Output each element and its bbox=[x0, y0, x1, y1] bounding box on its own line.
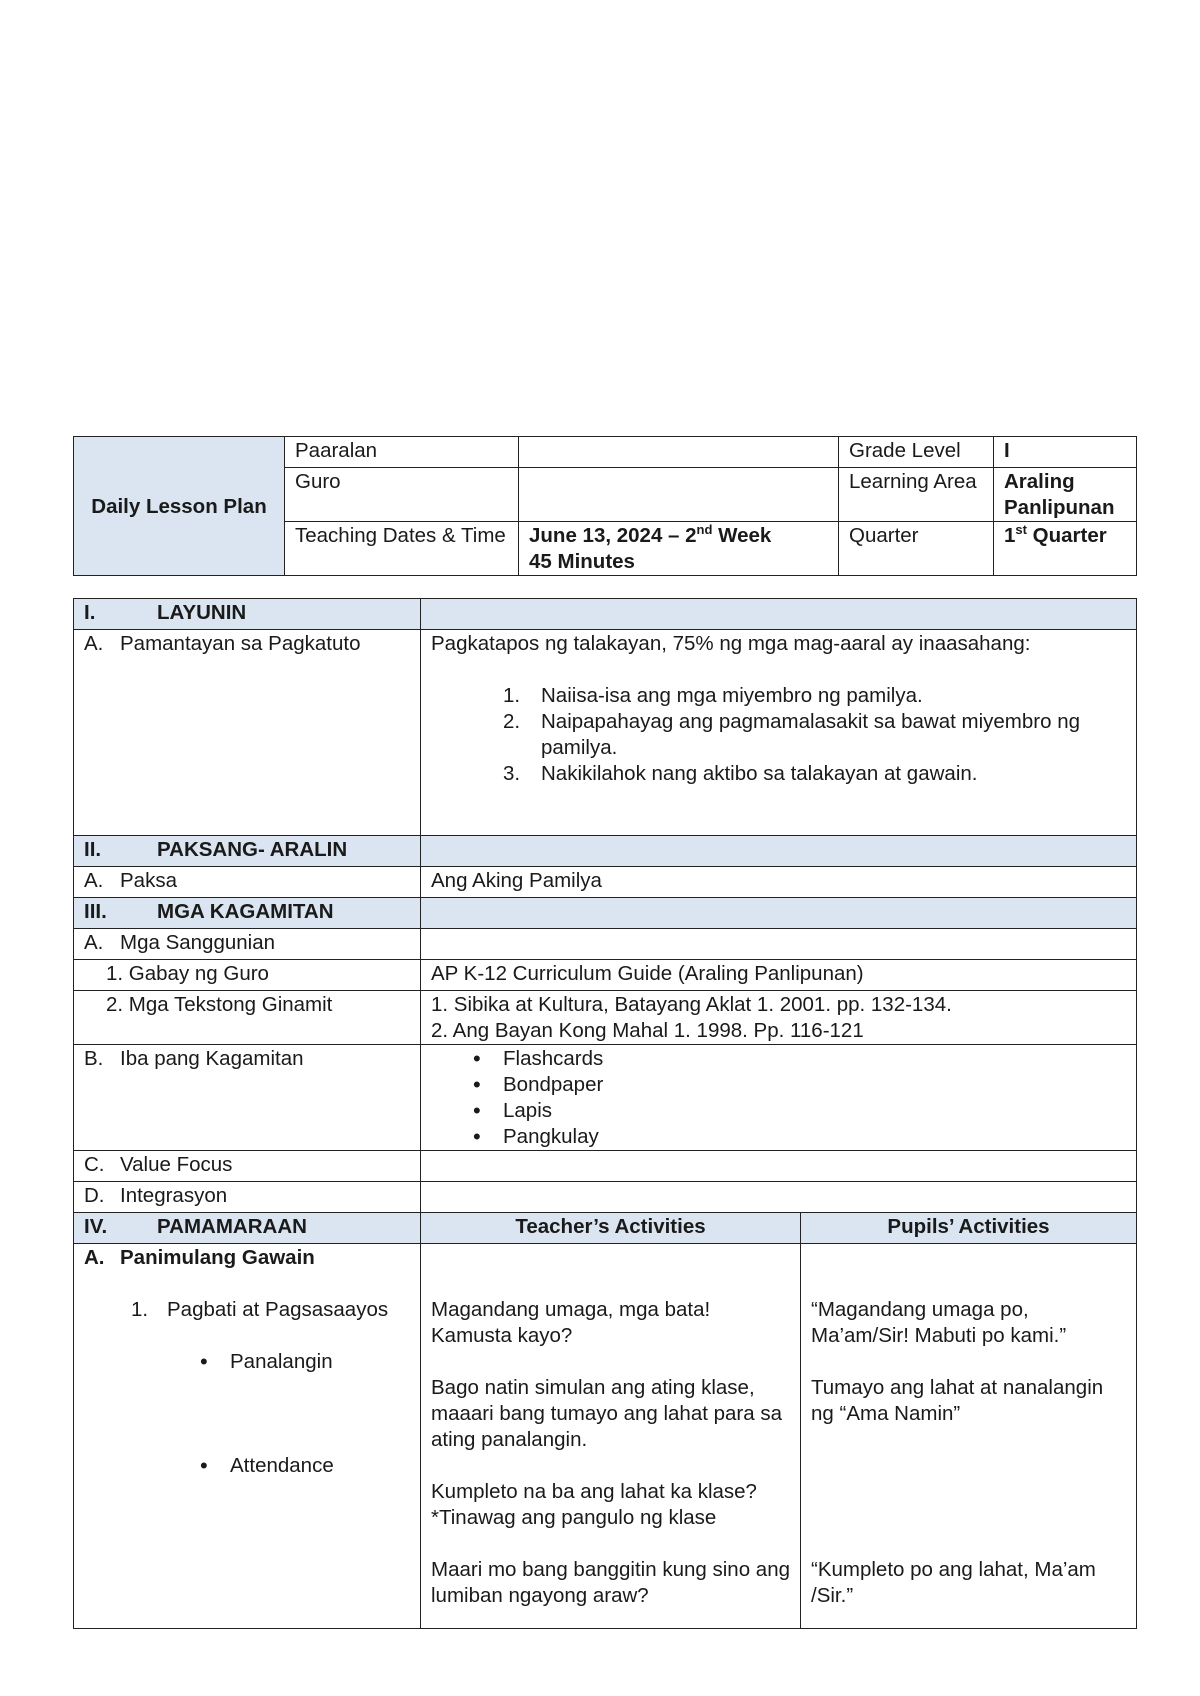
row-letter: A. bbox=[84, 931, 104, 954]
list-item: 1. Naiisa-isa ang mga miyembro ng pamilya. bbox=[503, 684, 923, 707]
tekstong-row bbox=[74, 991, 1137, 1045]
value-grade-level: I bbox=[994, 437, 1137, 468]
row-label: 2. Mga Tekstong Ginamit bbox=[74, 991, 421, 1045]
main-table bbox=[73, 598, 1137, 1629]
objectives-intro: Pagkatapos ng talakayan, 75% ng mga mag-aaral ay inaasahang: bbox=[431, 632, 1031, 655]
section-title: PAKSANG- ARALIN bbox=[157, 838, 348, 861]
section-number: III. bbox=[84, 900, 107, 923]
gabay-value: AP K-12 Curriculum Guide (Araling Panlipunan) bbox=[421, 960, 1137, 991]
section-title: PAMAMARAAN bbox=[157, 1215, 307, 1238]
section-title: MGA KAGAMITAN bbox=[157, 900, 334, 923]
section-number: IV. bbox=[84, 1215, 108, 1238]
step-label: Pagbati at Pagsasaayos bbox=[167, 1298, 389, 1321]
step-label: Panalangin bbox=[230, 1350, 333, 1373]
row-label: Integrasyon bbox=[120, 1184, 228, 1207]
integrasyon-row bbox=[74, 1182, 1137, 1213]
row-label: Paksa bbox=[120, 869, 177, 892]
panimulang-gawain-row: A. Panimulang Gawain 1. Pagbati at Pagsasaayos • Panalangin • Attendance Magandang umaga, mga bata! Kamusta kayo? Bago natin simulan ang ating klase, maaari bang tumayo ang lahat para sa ating panalangin. Kumpleto na ba ang lahat ka klase? *Tinawag ang pangulo ng klase Maari mo bang banggitin kung sino ang lumiban ngayong araw? “Magandang umaga po, Ma’am/Sir! Mabuti po kami.” Tumayo ang lahat at nanalangin ng “Ama Namin” “Kumpleto po ang lahat, Ma’am /Sir.” bbox=[74, 1244, 1137, 1629]
section-paksang-aralin-row bbox=[74, 836, 1137, 867]
list-item: 3. Nakikilahok nang aktibo sa talakayan at gawain. bbox=[503, 762, 978, 785]
row-letter: A. bbox=[84, 869, 104, 892]
list-item: • Bondpaper bbox=[431, 1072, 1126, 1098]
list-item: 2. Naipapahayag ang pagmamalasakit sa bawat miyembro ng pamilya. bbox=[503, 710, 1081, 759]
teacher-greeting: Magandang umaga, mga bata! Kamusta kayo? bbox=[431, 1298, 711, 1347]
teacher-attendance: Kumpleto na ba ang lahat ka klase? bbox=[431, 1480, 757, 1503]
pupil-greeting: “Magandang umaga po, Ma’am/Sir! Mabuti po kami.” bbox=[811, 1298, 1067, 1347]
teacher-absent-question: Maari mo bang banggitin kung sino ang lumiban ngayong araw? bbox=[431, 1558, 790, 1607]
reference-line: 2. Ang Bayan Kong Mahal 1. 1998. Pp. 116-121 bbox=[431, 1019, 864, 1042]
row-letter: B. bbox=[84, 1047, 104, 1070]
teacher-activities-header: Teacher’s Activities bbox=[421, 1213, 801, 1244]
header-table bbox=[73, 436, 1137, 576]
quarter-sup: st bbox=[1015, 522, 1027, 538]
section-kagamitan-row bbox=[74, 898, 1137, 929]
teacher-prayer: Bago natin simulan ang ating klase, maaari bang tumayo ang lahat para sa ating panalangin. bbox=[431, 1376, 783, 1451]
row-label: Panimulang Gawain bbox=[120, 1246, 315, 1269]
section-pamamaraan-row bbox=[74, 1213, 1137, 1244]
sanggunian-row bbox=[74, 929, 1137, 960]
paksa-value: Ang Aking Pamilya bbox=[421, 867, 1137, 898]
row-label: 1. Gabay ng Guro bbox=[74, 960, 421, 991]
section-number: I. bbox=[84, 601, 96, 624]
label-teaching-dates: Teaching Dates & Time bbox=[285, 522, 519, 576]
row-label: Pamantayan sa Pagkatuto bbox=[120, 632, 361, 655]
objectives-list bbox=[431, 683, 1126, 787]
pupils-activities-header: Pupils’ Activities bbox=[801, 1213, 1137, 1244]
row-letter: D. bbox=[84, 1184, 105, 1207]
row-label: Value Focus bbox=[120, 1153, 233, 1176]
pamantayan-row bbox=[74, 630, 1137, 836]
teacher-attendance-note: *Tinawag ang pangulo ng klase bbox=[431, 1506, 717, 1529]
label-learning-area: Learning Area bbox=[839, 468, 994, 522]
value-focus-row bbox=[74, 1151, 1137, 1182]
gabay-row bbox=[74, 960, 1137, 991]
section-layunin-row bbox=[74, 599, 1137, 630]
value-learning-area: Araling Panlipunan bbox=[994, 468, 1137, 522]
value-quarter bbox=[994, 522, 1137, 576]
iba-pang-kagamitan-row bbox=[74, 1045, 1137, 1151]
list-item: • Pangkulay bbox=[431, 1124, 1126, 1150]
daily-lesson-plan-title: Daily Lesson Plan bbox=[74, 437, 285, 576]
date-text: June 13, 2024 – 2 bbox=[529, 524, 697, 547]
quarter-text: Quarter bbox=[1026, 524, 1107, 547]
materials-list bbox=[431, 1046, 1126, 1150]
date-sup: nd bbox=[696, 522, 713, 538]
paksa-row bbox=[74, 867, 1137, 898]
time-text: 45 Minutes bbox=[529, 550, 635, 573]
step-number: 1. bbox=[131, 1298, 149, 1321]
row-letter: A. bbox=[84, 1246, 105, 1269]
label-grade-level: Grade Level bbox=[839, 437, 994, 468]
label-guro: Guro bbox=[285, 468, 519, 522]
row-letter: C. bbox=[84, 1153, 105, 1176]
section-title: LAYUNIN bbox=[157, 601, 247, 624]
value-teaching-dates bbox=[519, 522, 839, 576]
label-quarter: Quarter bbox=[839, 522, 994, 576]
row-letter: A. bbox=[84, 632, 104, 655]
value-guro bbox=[519, 468, 839, 522]
row-label: Iba pang Kagamitan bbox=[120, 1047, 304, 1070]
value-paaralan bbox=[519, 437, 839, 468]
list-item: • Flashcards bbox=[431, 1046, 1126, 1072]
pupil-attendance: “Kumpleto po ang lahat, Ma’am /Sir.” bbox=[811, 1558, 1096, 1607]
label-paaralan: Paaralan bbox=[285, 437, 519, 468]
pupil-prayer: Tumayo ang lahat at nanalangin ng “Ama Namin” bbox=[811, 1376, 1104, 1425]
list-item: • Lapis bbox=[431, 1098, 1126, 1124]
step-label: Attendance bbox=[230, 1454, 334, 1477]
week-text: Week bbox=[712, 524, 772, 547]
row-label: Mga Sanggunian bbox=[120, 931, 276, 954]
reference-line: 1. Sibika at Kultura, Batayang Aklat 1. 2001. pp. 132-134. bbox=[431, 993, 952, 1016]
quarter-num: 1 bbox=[1004, 524, 1016, 547]
section-number: II. bbox=[84, 838, 102, 861]
